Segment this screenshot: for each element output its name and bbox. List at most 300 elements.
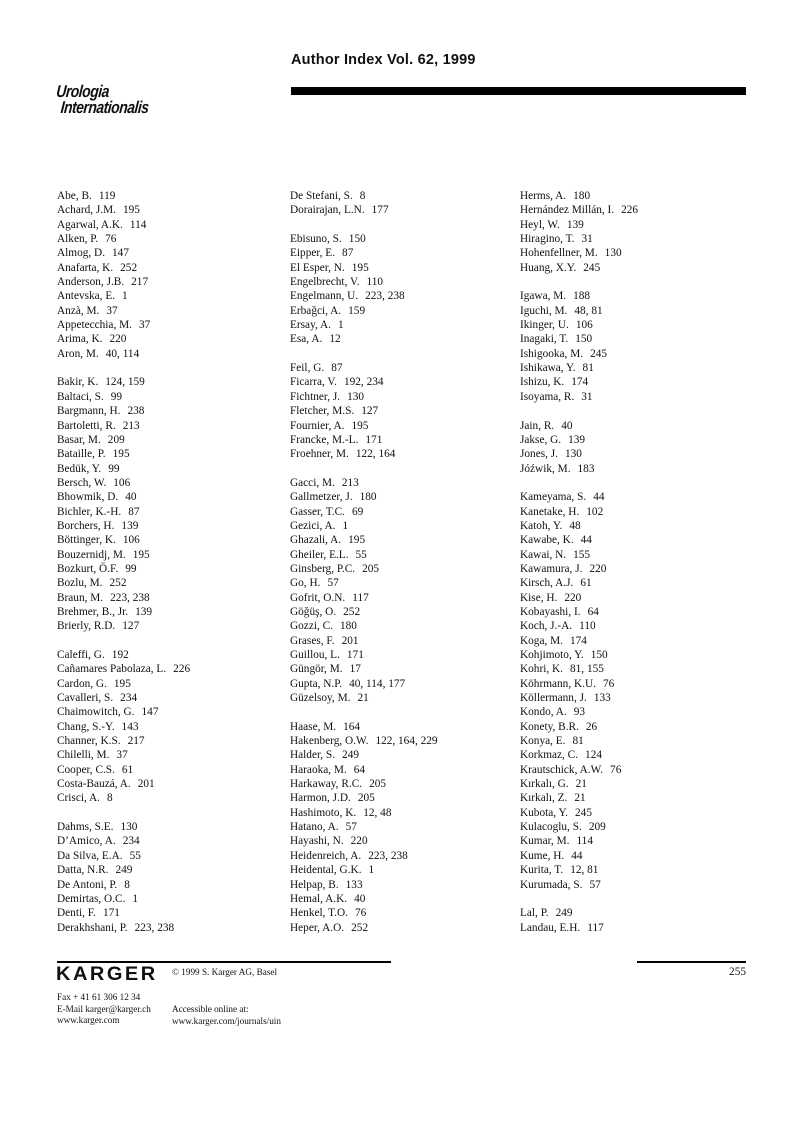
author-pages: 159: [348, 304, 366, 317]
author-entry: [290, 734, 515, 748]
author-entry: [290, 361, 515, 375]
author-pages: 64: [353, 763, 366, 776]
author-name: Bakir, K.: [57, 376, 99, 389]
author-entry: [520, 677, 745, 691]
author-pages: 99: [125, 562, 137, 575]
author-name: Jain, R.: [520, 419, 555, 432]
author-entry: [290, 318, 515, 332]
author-pages: 12: [329, 333, 341, 346]
copyright-text: © 1999 S. Karger AG, Basel: [172, 967, 278, 977]
author-name: Heper, A.O.: [290, 921, 345, 934]
author-pages: 209: [107, 433, 125, 446]
author-group: [520, 189, 745, 275]
author-pages: 223, 238: [110, 591, 150, 604]
author-entry: [290, 419, 515, 433]
author-name: Chilelli, M.: [57, 749, 110, 762]
author-pages: 177: [371, 204, 389, 217]
author-pages: 44: [571, 849, 583, 862]
author-entry: [290, 332, 515, 346]
author-name: Bouzernidj, M.: [57, 548, 126, 561]
author-entry: [57, 691, 282, 705]
author-pages: 81, 155: [570, 663, 604, 676]
author-pages: 234: [120, 692, 138, 705]
author-name: Francke, M.-L.: [290, 433, 359, 446]
author-name: De Stefani, S.: [290, 190, 353, 202]
author-pages: 93: [573, 706, 586, 719]
author-name: Landau, E.H.: [520, 921, 581, 934]
author-entry: [290, 720, 515, 734]
author-name: Gozzi, C.: [290, 620, 333, 633]
author-entry: [520, 462, 745, 476]
author-pages: 226: [621, 204, 639, 217]
author-entry: [290, 203, 515, 217]
author-pages: 76: [354, 907, 367, 920]
author-entry: [57, 720, 282, 734]
author-entry: [57, 619, 282, 633]
author-pages: 87: [128, 505, 140, 518]
author-name: Kume, H.: [520, 849, 565, 862]
author-group: [290, 361, 515, 461]
author-pages: 220: [564, 591, 582, 604]
author-group: [520, 419, 745, 476]
author-name: Köhrmann, K.U.: [520, 677, 596, 690]
author-name: Erbağci, A.: [290, 304, 342, 317]
author-entry: [57, 519, 282, 533]
author-entry: [290, 662, 515, 676]
author-pages: 150: [348, 233, 366, 246]
author-name: Anzà, M.: [57, 304, 100, 317]
index-column-1: [57, 189, 282, 935]
author-entry: [520, 834, 745, 848]
author-name: Almog, D.: [57, 247, 106, 260]
author-pages: 48, 81: [574, 304, 603, 317]
author-name: Göğüş, O.: [290, 605, 337, 618]
author-name: Derakhshani, P.: [57, 921, 128, 934]
author-name: Antevska, E.: [57, 290, 116, 303]
author-entry: [520, 289, 745, 303]
author-pages: 127: [361, 405, 379, 418]
author-name: Igawa, M.: [520, 290, 567, 303]
author-pages: 223, 238: [368, 849, 408, 862]
author-name: De Antoni, P.: [57, 878, 118, 891]
author-pages: 124: [585, 749, 602, 762]
author-name: Cavalleri, S.: [57, 692, 114, 705]
author-pages: 139: [568, 433, 586, 446]
author-name: Kise, H.: [520, 591, 558, 604]
author-pages: 122, 164: [355, 448, 396, 461]
footer-rule-left: [57, 961, 391, 963]
author-name: Kurumada, S.: [520, 878, 583, 891]
author-entry: [57, 375, 282, 389]
author-name: Achard, J.M.: [57, 204, 116, 217]
author-entry: [290, 232, 515, 246]
author-entry: [57, 505, 282, 519]
author-pages: 174: [570, 634, 587, 647]
author-group: [57, 189, 282, 361]
author-name: Kobayashi, I.: [520, 605, 581, 618]
author-name: Bartoletti, R.: [57, 419, 116, 432]
author-entry: [57, 562, 282, 576]
author-name: Haraoka, M.: [290, 763, 347, 776]
author-entry: [57, 734, 282, 748]
author-entry: [290, 519, 515, 533]
author-entry: [57, 189, 282, 203]
author-entry: [520, 720, 745, 734]
author-entry: [520, 332, 745, 346]
author-name: Hiragino, T.: [520, 233, 575, 246]
author-name: Bedük, Y.: [57, 462, 102, 475]
author-name: Harkaway, R.C.: [290, 778, 363, 791]
author-pages: 61: [580, 577, 592, 590]
author-pages: 164: [343, 720, 361, 733]
author-entry: [290, 691, 515, 705]
author-name: Cooper, C.S.: [57, 763, 115, 776]
author-entry: [290, 834, 515, 848]
author-entry: [290, 906, 515, 920]
author-name: Kohjimoto, Y.: [520, 649, 584, 661]
journal-logo-line2: Internationalis: [59, 97, 150, 117]
author-name: Brierly, R.D.: [57, 620, 116, 633]
author-pages: 192: [111, 649, 129, 661]
author-name: Gacci, M.: [290, 476, 335, 489]
author-name: Gofrit, O.N.: [290, 591, 346, 604]
author-group: [520, 289, 745, 404]
author-entry: [290, 533, 515, 547]
author-pages: 119: [98, 190, 116, 202]
footer-rule-right: [637, 961, 746, 963]
author-pages: 124, 159: [105, 376, 145, 389]
author-entry: [57, 863, 282, 877]
author-entry: [520, 605, 745, 619]
author-pages: 21: [357, 692, 369, 705]
author-group: [57, 648, 282, 806]
author-entry: [57, 462, 282, 476]
author-pages: 69: [351, 505, 364, 518]
author-name: Eipper, E.: [290, 247, 336, 260]
author-pages: 188: [573, 290, 591, 303]
author-name: Gheiler, E.L.: [290, 548, 349, 561]
author-entry: [520, 433, 745, 447]
author-entry: [520, 662, 745, 676]
author-entry: [520, 419, 745, 433]
author-entry: [57, 705, 282, 719]
author-entry: [57, 404, 282, 418]
author-entry: [520, 806, 745, 820]
author-name: Halder, S.: [290, 749, 336, 762]
author-pages: 40: [125, 491, 137, 504]
author-pages: 171: [102, 907, 120, 920]
author-name: Bersch, W.: [57, 476, 107, 489]
author-name: Korkmaz, C.: [520, 749, 579, 762]
author-name: Demirtas, O.C.: [57, 892, 126, 905]
author-entry: [290, 447, 515, 461]
author-entry: [520, 820, 745, 834]
online-access-url: www.karger.com/journals/uin: [172, 1015, 281, 1026]
author-pages: 21: [575, 778, 587, 791]
author-entry: [290, 404, 515, 418]
author-name: Alken, P.: [57, 233, 99, 246]
author-name: Kawamura, J.: [520, 562, 583, 575]
author-pages: 139: [135, 605, 153, 618]
author-name: Feil, G.: [290, 362, 325, 375]
author-pages: 252: [120, 261, 138, 274]
author-entry: [520, 906, 745, 920]
author-pages: 61: [121, 763, 134, 776]
author-entry: [57, 548, 282, 562]
author-entry: [520, 748, 745, 762]
author-name: El Esper, N.: [290, 261, 345, 274]
author-name: Koch, J.-A.: [520, 620, 573, 633]
author-pages: 133: [345, 878, 363, 891]
author-entry: [290, 849, 515, 863]
author-entry: [520, 361, 745, 375]
author-entry: [57, 275, 282, 289]
author-pages: 122, 164, 229: [375, 735, 438, 748]
author-entry: [57, 906, 282, 920]
author-pages: 1: [338, 319, 344, 332]
author-pages: 143: [121, 720, 139, 733]
author-pages: 26: [585, 720, 598, 733]
author-entry: [57, 318, 282, 332]
author-entry: [520, 791, 745, 805]
author-entry: [57, 820, 282, 834]
author-entry: [57, 232, 282, 246]
author-entry: [290, 677, 515, 691]
author-name: Go, H.: [290, 577, 321, 590]
author-pages: 130: [120, 821, 138, 834]
author-name: Kurita, T.: [520, 864, 564, 877]
author-pages: 31: [581, 390, 593, 403]
author-name: Herms, A.: [520, 190, 567, 202]
author-pages: 249: [342, 749, 359, 762]
author-entry: [520, 562, 745, 576]
author-name: Hashimoto, K.: [290, 806, 357, 819]
publisher-contact: [57, 992, 151, 1027]
author-pages: 150: [590, 649, 608, 661]
author-pages: 17: [349, 663, 361, 676]
author-pages: 48: [569, 519, 581, 532]
author-entry: [520, 548, 745, 562]
author-pages: 150: [575, 333, 593, 346]
author-name: Lal, P.: [520, 907, 549, 920]
author-pages: 106: [122, 534, 140, 547]
author-entry: [290, 390, 515, 404]
author-name: Kanetake, H.: [520, 505, 580, 518]
author-pages: 1: [342, 519, 349, 532]
author-pages: 245: [583, 261, 601, 274]
author-name: Baltaci, S.: [57, 390, 104, 403]
author-name: Appetecchia, M.: [57, 319, 132, 332]
author-entry: [520, 490, 745, 504]
author-pages: 1: [122, 290, 128, 303]
author-pages: 87: [331, 362, 343, 375]
author-pages: 192, 234: [343, 376, 384, 389]
author-pages: 234: [122, 835, 140, 848]
author-entry: [520, 246, 745, 260]
author-name: D’Amico, A.: [57, 835, 116, 848]
author-name: Ficarra, V.: [290, 376, 337, 389]
author-entry: [520, 375, 745, 389]
author-name: Ghazali, A.: [290, 534, 342, 547]
author-name: Helpap, B.: [290, 878, 339, 891]
author-pages: 209: [588, 821, 606, 834]
author-pages: 195: [122, 204, 140, 217]
author-pages: 1: [368, 864, 375, 877]
author-entry: [290, 878, 515, 892]
author-name: Aron, M.: [57, 347, 99, 360]
author-entry: [290, 863, 515, 877]
author-pages: 81: [582, 362, 594, 375]
author-pages: 114: [576, 835, 593, 848]
author-name: Arima, K.: [57, 333, 103, 346]
author-entry: [57, 576, 282, 590]
author-entry: [57, 476, 282, 490]
author-pages: 213: [341, 476, 359, 489]
author-name: Braun, M.: [57, 591, 104, 604]
index-column-2: [290, 189, 515, 935]
author-group: [57, 820, 282, 935]
author-pages: 147: [112, 247, 129, 260]
author-pages: 171: [346, 649, 364, 661]
author-entry: [57, 591, 282, 605]
author-name: Kawai, N.: [520, 548, 567, 561]
author-pages: 37: [138, 319, 151, 332]
author-pages: 195: [112, 448, 130, 461]
author-pages: 245: [590, 347, 608, 360]
author-pages: 106: [113, 476, 131, 489]
author-entry: [57, 218, 282, 232]
author-entry: [290, 648, 515, 662]
author-entry: [520, 519, 745, 533]
author-name: Ersay, A.: [290, 319, 331, 332]
author-pages: 1: [132, 892, 139, 905]
author-pages: 127: [122, 620, 140, 633]
website-line: www.karger.com: [57, 1015, 120, 1026]
online-access-label: Accessible online at:: [172, 1004, 249, 1014]
author-entry: [290, 490, 515, 504]
author-entry: [290, 791, 515, 805]
author-entry: [290, 505, 515, 519]
author-pages: 44: [593, 491, 605, 504]
author-name: Dahms, S.E.: [57, 821, 114, 834]
author-entry: [290, 189, 515, 203]
author-entry: [520, 261, 745, 275]
author-pages: 102: [586, 505, 604, 518]
author-entry: [57, 433, 282, 447]
author-name: Güzelsoy, M.: [290, 692, 351, 705]
author-name: Hatano, A.: [290, 821, 339, 834]
page-title: Author Index Vol. 62, 1999: [291, 52, 476, 68]
author-name: Heidental, G.K.: [290, 864, 362, 877]
author-name: Da Silva, E.A.: [57, 849, 123, 862]
author-entry: [57, 447, 282, 461]
journal-logo-line1: Urologia: [55, 82, 110, 101]
author-entry: [57, 878, 282, 892]
author-entry: [290, 892, 515, 906]
author-pages: 223, 238: [134, 921, 175, 934]
author-name: Gezici, A.: [290, 519, 336, 532]
author-entry: [290, 275, 515, 289]
author-name: Haase, M.: [290, 720, 337, 733]
author-entry: [520, 347, 745, 361]
author-pages: 226: [173, 663, 191, 676]
author-pages: 223, 238: [365, 290, 405, 303]
author-pages: 201: [341, 634, 359, 647]
author-pages: 37: [116, 749, 128, 762]
author-pages: 195: [351, 419, 369, 432]
author-name: Bhowmik, D.: [57, 491, 119, 504]
author-entry: [57, 261, 282, 275]
author-name: Ginsberg, P.C.: [290, 562, 356, 575]
author-entry: [520, 318, 745, 332]
author-pages: 87: [342, 247, 354, 260]
author-entry: [57, 791, 282, 805]
author-entry: [290, 289, 515, 303]
author-pages: 21: [574, 792, 586, 805]
author-name: Henkel, T.O.: [290, 907, 348, 920]
author-name: Kondo, A.: [520, 706, 567, 719]
author-name: Hakenberg, O.W.: [290, 735, 369, 748]
author-pages: 217: [131, 276, 149, 289]
author-entry: [520, 218, 745, 232]
author-name: Kulacoglu, S.: [520, 821, 582, 834]
author-entry: [290, 548, 515, 562]
author-name: Borchers, H.: [57, 519, 115, 532]
author-entry: [290, 820, 515, 834]
author-entry: [57, 419, 282, 433]
author-name: Bozlu, M.: [57, 577, 103, 590]
author-name: Gasser, T.C.: [290, 505, 345, 518]
author-name: Inagaki, T.: [520, 333, 569, 346]
author-entry: [520, 203, 745, 217]
author-name: Kameyama, S.: [520, 491, 587, 504]
author-name: Denti, F.: [57, 907, 96, 920]
author-entry: [520, 705, 745, 719]
author-group: [290, 720, 515, 935]
author-pages: 205: [362, 562, 380, 575]
author-name: Abe, B.: [57, 190, 92, 202]
author-name: Hemal, A.K.: [290, 892, 348, 905]
author-entry: [520, 390, 745, 404]
author-name: Froehner, M.: [290, 448, 349, 461]
author-pages: 139: [121, 519, 139, 532]
author-entry: [290, 591, 515, 605]
author-name: Caleffi, G.: [57, 649, 105, 661]
author-pages: 40: [354, 892, 366, 905]
author-name: Agarwal, A.K.: [57, 218, 123, 231]
author-name: Bataille, P.: [57, 448, 106, 461]
author-entry: [57, 605, 282, 619]
author-pages: 8: [107, 792, 113, 805]
author-name: Cardon, G.: [57, 677, 107, 690]
author-entry: [520, 648, 745, 662]
author-pages: 8: [124, 878, 130, 891]
author-pages: 201: [137, 778, 155, 791]
author-name: Chaimowitch, G.: [57, 706, 135, 719]
author-name: Bargmann, H.: [57, 405, 121, 418]
author-entry: [290, 634, 515, 648]
author-pages: 139: [566, 218, 584, 231]
author-name: Brehmer, B., Jr.: [57, 605, 129, 618]
author-name: Hayashi, N.: [290, 835, 344, 848]
author-name: Crisci, A.: [57, 792, 100, 805]
author-entry: [57, 648, 282, 662]
author-pages: 252: [351, 921, 369, 934]
author-pages: 220: [350, 835, 368, 848]
author-name: Jóźwik, M.: [520, 462, 571, 475]
author-name: Kubota, Y.: [520, 806, 569, 819]
author-name: Konya, E.: [520, 735, 566, 748]
